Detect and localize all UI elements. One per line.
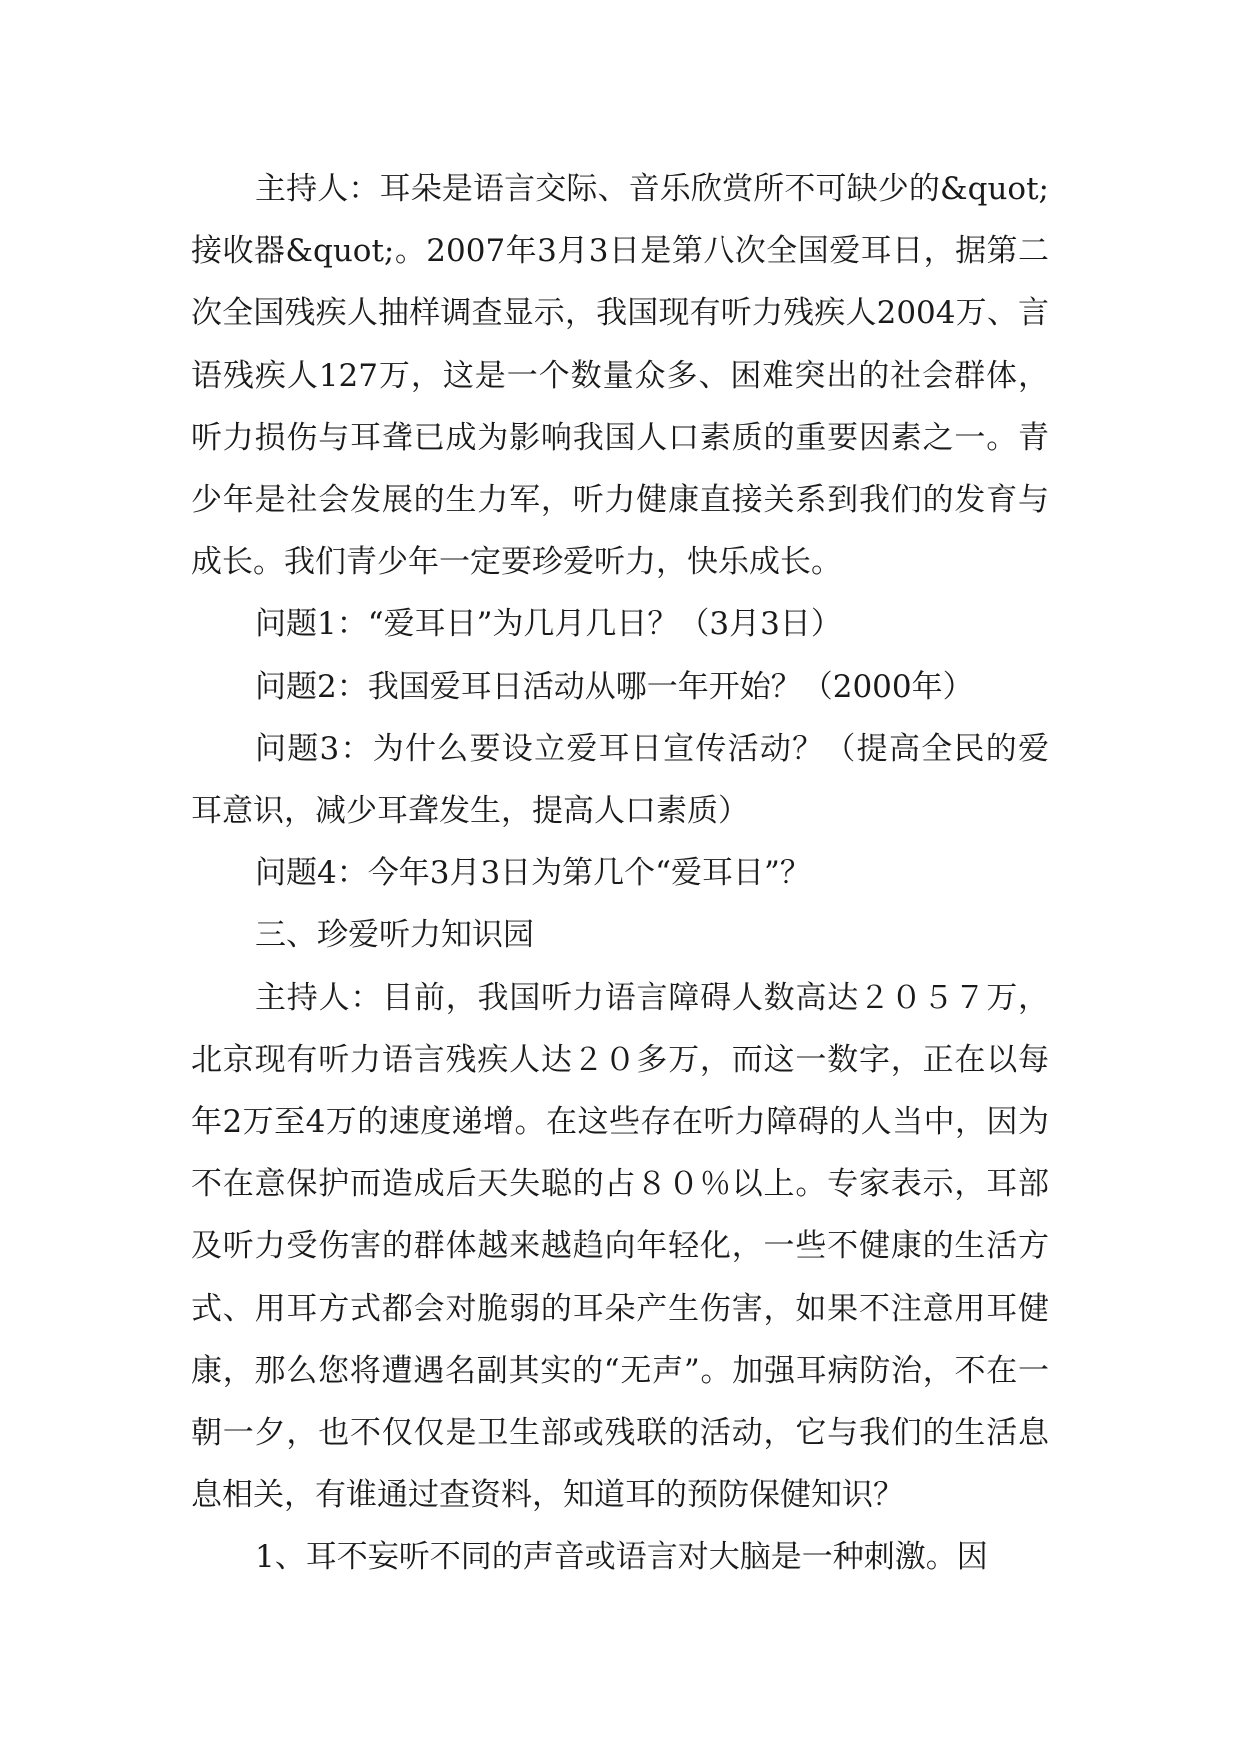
paragraph-item-1: 1、耳不妄听不同的声音或语言对大脑是一种刺激。因 — [255, 1539, 988, 1576]
paragraph-host-knowledge: 主持人：目前，我国听力语言障碍人数高达２０５７万，北京现有听力语言残疾人达２０多万，而这一数字，正在以每年2万至4万的速度递增。在这些存在听力障碍的人当中，因为不在意保护而造成后天失聪的占８０％以上。专家表示，耳部及听力受伤害的群体越来越趋向年轻化，一些不健康的生活方式、用耳方式都会对脆弱的耳朵产生伤害，如果不注意用耳健康，那么您将遭遇名副其实的“无声”。加强耳病防治，不在一朝一夕，也不仅仅是卫生部或残联的活动，它与我们的生活息息相关，有谁通过查资料，知道耳的预防保健知识？ — [191, 979, 1049, 1514]
paragraph-question-2: 问题2：我国爱耳日活动从哪一年开始？（2000年） — [255, 668, 974, 705]
section-heading: 三、珍爱听力知识园 — [255, 917, 534, 954]
paragraph-intro: 主持人：耳朵是语言交际、音乐欣赏所不可缺少的&quot;接收器&quot;。2007年3月3日是第八次全国爱耳日，据第二次全国残疾人抽样调查显示，我国现有听力残疾人2004万、言语残疾人127万，这是一个数量众多、困难突出的社会群体，听力损伤与耳聋已成为影响我国人口素质的重要因素之一。青少年是社会发展的生力军，听力健康直接关系到我们的发育与成长。我们青少年一定要珍爱听力，快乐成长。 — [191, 171, 1049, 581]
paragraph-question-1: 问题1：“爱耳日”为几月几日？（3月3日） — [255, 606, 842, 643]
paragraph-question-4: 问题4：今年3月3日为第几个“爱耳日”？ — [255, 855, 811, 892]
paragraph-question-3: 问题3：为什么要设立爱耳日宣传活动？（提高全民的爱耳意识，减少耳聋发生，提高人口素质） — [191, 730, 1049, 830]
document-body — [191, 158, 1049, 1589]
